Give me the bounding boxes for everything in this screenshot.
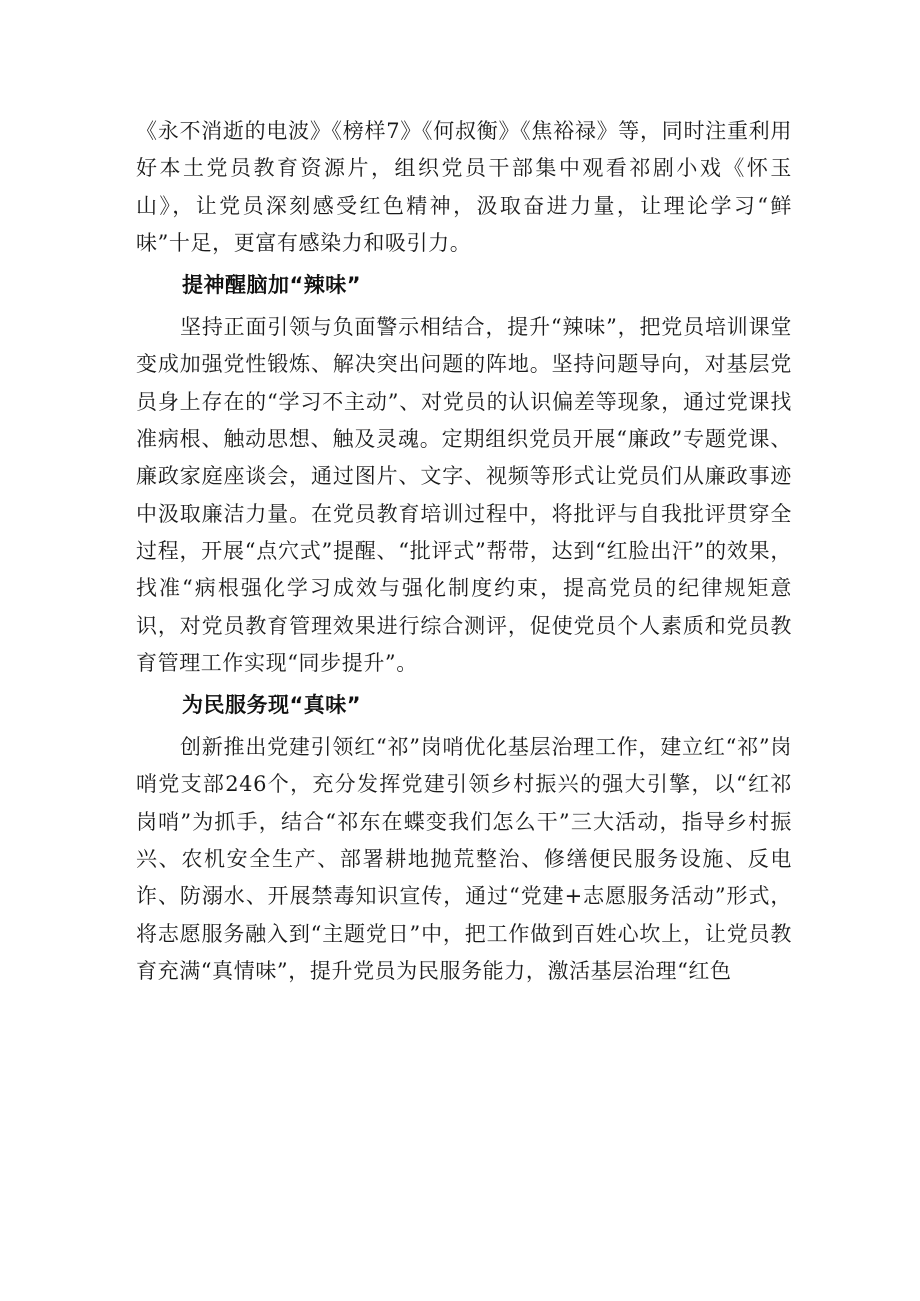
document-body	[136, 113, 792, 990]
section-heading-spicy: 提神醒脑加“辣味”	[182, 273, 362, 298]
paragraph-3: 创新推出党建引领红“祁”岗哨优化基层治理工作，建立红“祁”岗哨党支部246个，充分发挥党建引领乡村振兴的强大引擎，以“红祁岗哨”为抓手，结合“祁东在蝶变我们怎么干”三大活动，指导乡村振兴、农机安全生产、部署耕地抛荒整治、修缮便民服务设施、反电诈、防溺水、开展禁毒知识宣传，通过“党建+志愿服务活动”形式，将志愿服务融入到“主题党日”中，把工作做到百姓心坎上，让党员教育充满“真情味”，提升党员为民服务能力，激活基层治理“红色	[136, 735, 792, 983]
section-heading-genuine: 为民服务现“真味”	[182, 693, 362, 718]
paragraph-1: 《永不消逝的电波》《榜样7》《何叔衡》《焦裕禄》等，同时注重利用好本土党员教育资源片，组织党员干部集中观看祁剧小戏《怀玉山》，让党员深刻感受红色精神，汲取奋进力量，让理论学习“鲜味”十足，更富有感染力和吸引力。	[136, 119, 792, 255]
paragraph-2: 坚持正面引领与负面警示相结合，提升“辣味”，把党员培训课堂变成加强党性锻炼、解决突出问题的阵地。坚持问题导向，对基层党员身上存在的“学习不主动”、对党员的认识偏差等现象，通过党课找准病根、触动思想、触及灵魂。定期组织党员开展“廉政”专题党课、廉政家庭座谈会，通过图片、文字、视频等形式让党员们从廉政事迹中汲取廉洁力量。在党员教育培训过程中，将批评与自我批评贯穿全过程，开展“点穴式”提醒、“批评式”帮带，达到“红脸出汗”的效果，找准“病根强化学习成效与强化制度约束，提高党员的纪律规矩意识，对党员教育管理效果进行综合测评，促使党员个人素质和党员教育管理工作实现“同步提升”。	[136, 315, 792, 675]
